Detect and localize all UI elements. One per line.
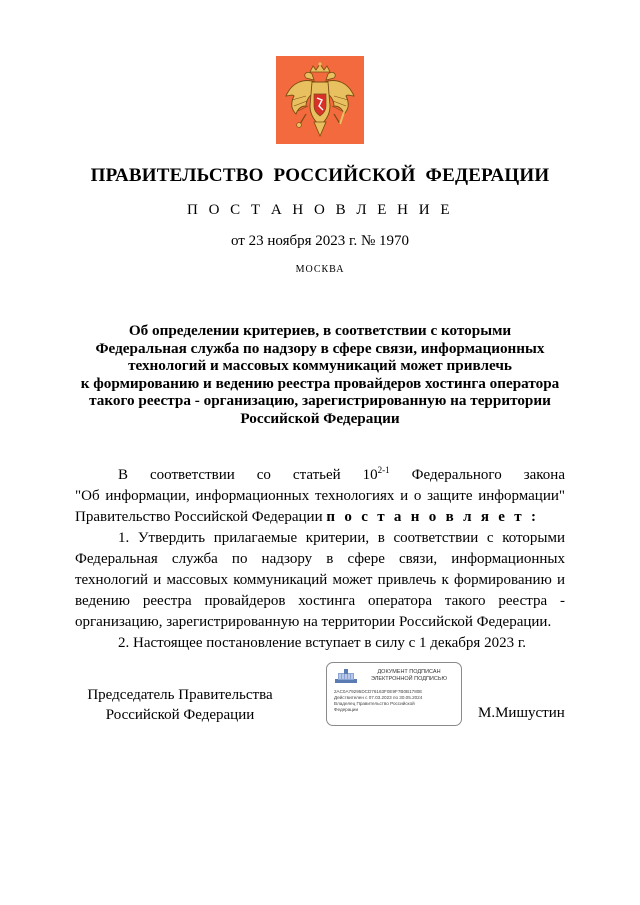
stamp-details xyxy=(334,689,459,713)
stamp-validity: Действителен с 07.03.2023 по 30.05.2024 xyxy=(334,695,423,700)
article-superscript: 2-1 xyxy=(377,465,390,475)
body-line: 1. Утвердить прилагаемые критерии, в соответствии с которыми xyxy=(118,530,565,546)
body-line: организацию, зарегистрированную на территории Российской Федерации. xyxy=(75,614,552,630)
stamp-owner: Федерации xyxy=(334,707,359,712)
document-city: МОСКВА xyxy=(295,264,345,275)
heading-line: Об определении критериев, в соответствии с которыми xyxy=(128,322,512,339)
decree-word: п о с т а н о в л я е т : xyxy=(326,509,539,525)
government-building-icon xyxy=(335,668,357,684)
stamp-owner: Владелец Правительство Российской xyxy=(334,701,415,706)
signatory-name: М.Мишустин xyxy=(478,705,565,721)
body-line: 2. Настоящее постановление вступает в силу с 1 декабря 2023 г. xyxy=(118,635,527,651)
document-date-number: от 23 ноября 2023 г. № 1970 xyxy=(230,233,410,249)
russian-coat-of-arms-icon xyxy=(276,56,364,144)
heading-line: к формированию и ведению реестра провайдеров хостинга оператора xyxy=(80,374,560,392)
heading-line: Федеральная служба по надзору в сфере связи, информационных xyxy=(95,339,545,357)
organization-title: ПРАВИТЕЛЬСТВО РОССИЙСКОЙ ФЕДЕРАЦИИ xyxy=(90,165,550,186)
body-line: Правительство Российской Федерации п о с т а н о в л я е т : xyxy=(75,509,539,525)
heading-line: такого реестра - организацию, зарегистрированную на территории xyxy=(89,392,551,410)
body-line: Федеральная служба по надзору в сфере связи, информационных xyxy=(75,551,565,567)
heading-line: Российской Федерации xyxy=(240,409,400,427)
document-type: П О С Т А Н О В Л Е Н И Е xyxy=(187,202,453,218)
signatory-position: Председатель Правительства Российской Федерации xyxy=(87,687,273,723)
body-line: "Об информации, информационных технологиях и о защите информации" xyxy=(75,488,565,504)
document-heading xyxy=(70,322,570,428)
document-body xyxy=(75,465,565,654)
heading-line: технологий и массовых коммуникаций может привлечь xyxy=(128,357,512,375)
body-line: В соответствии со статьей 10$^{2-1}$ Федерального закона xyxy=(118,465,565,483)
electronic-signature-stamp xyxy=(326,662,462,726)
body-line: технологий и массовых коммуникаций может привлечь к формированию и xyxy=(75,572,565,588)
body-line: ведению реестра провайдеров хостинга оператора такого реестра - xyxy=(75,593,565,609)
stamp-certificate: 2AC0A79295DCD76163F0E9F7B0B1780E xyxy=(334,689,423,694)
stamp-title: ДОКУМЕНТ ПОДПИСАН ЭЛЕКТРОННОЙ ПОДПИСЬЮ xyxy=(370,669,448,682)
